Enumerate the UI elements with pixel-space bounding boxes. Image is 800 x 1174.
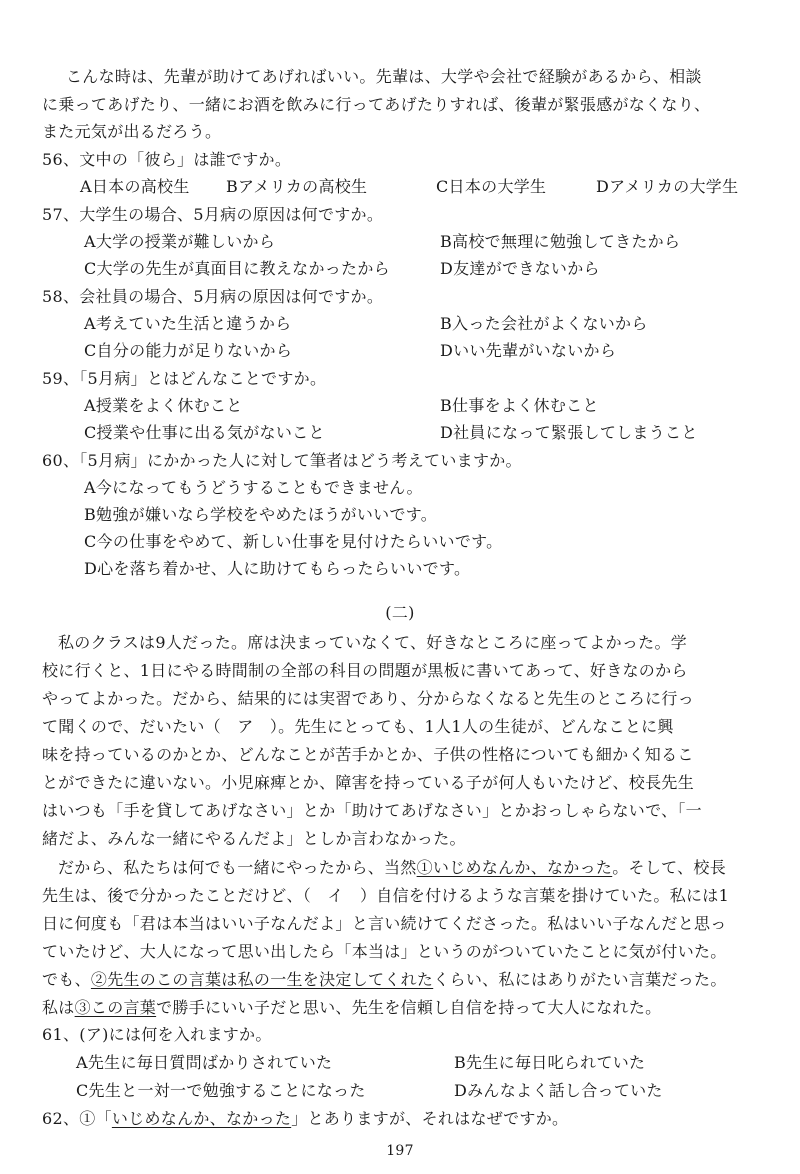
underlined-phrase-2: ②先生のこの言葉は私の一生を決定してくれた (90, 970, 434, 989)
para2-text: でも、 (42, 970, 91, 989)
q58-option-b: B入った会社がよくないから (440, 314, 648, 333)
q57-option-d: D友達ができないから (440, 259, 600, 278)
question-56: 56、文中の「彼ら」は誰ですか。 (42, 150, 292, 169)
passage2-line-4: て聞くので、だいたい（ ア ）。先生にとっても、1人1人の生徒が、どんなことに興 (42, 717, 674, 736)
q62-text: 62、①「 (42, 1109, 112, 1128)
para2-text: で勝手にいい子だと思い、先生を信頼し自信を持って大人になれた。 (156, 998, 662, 1017)
passage2-para2-line-5 (42, 969, 727, 991)
passage2-line-3: やってよかった。だから、結果的には実習であり、分からなくなると先生のところに行っ (42, 689, 695, 708)
q60-option-c: C今の仕事をやめて、新しい仕事を見付けたらいいです。 (84, 532, 503, 551)
q59-option-d: D社員になって緊張してしまうこと (440, 423, 698, 442)
question-60: 60、「5月病」にかかった人に対して筆者はどう考えていますか。 (42, 451, 522, 470)
q58-option-d: Dいい先輩がいないから (440, 341, 617, 360)
passage2-para2-line-6 (42, 997, 661, 1019)
q62-underlined-phrase: いじめなんか、なかった (111, 1109, 292, 1128)
q62-text: 」とありますが、それはなぜですか。 (291, 1109, 569, 1128)
q59-option-a: A授業をよく休むこと (84, 396, 243, 415)
underlined-phrase-1: ①いじめなんか、なかった (416, 858, 613, 877)
para2-text: くらい、私にはありがたい言葉だった。 (433, 970, 727, 989)
q60-option-d: D心を落ち着かせ、人に助けてもらったらいいです。 (84, 559, 471, 578)
para2-text: 。そして、校長 (612, 858, 726, 877)
passage2-line-8: 緒だよ、みんな一緒にやるんだよ」としか言わなかった。 (42, 829, 466, 848)
passage2-line-7: はいつも「手を貸してあげなさい」とか「助けてあげなさい」とかおっしゃらないで、「一 (42, 801, 702, 820)
question-57: 57、大学生の場合、5月病の原因は何ですか。 (42, 205, 384, 224)
q61-option-c: C先生と一対一で勉強することになった (76, 1081, 366, 1100)
para2-text: 私は (42, 998, 75, 1017)
q60-option-b: B勉強が嫌いなら学校をやめたほうがいいです。 (84, 505, 438, 524)
q56-option-b: Bアメリカの高校生 (226, 177, 368, 196)
q61-option-a: A先生に毎日質問ばかりされていた (76, 1053, 333, 1072)
passage2-para2-line-4: ていたけど、大人になって思い出したら「本当は」というのがついていたことに気が付いた。 (42, 942, 727, 961)
q58-option-c: C自分の能力が足りないから (84, 341, 293, 360)
passage2-line-1: 私のクラスは9人だった。席は決まっていなくて、好きなところに座ってよかった。学 (58, 633, 688, 652)
passage2-line-6: とができたに違いない。小児麻痺とか、障害を持っている子が何人もいたけど、校長先生 (42, 773, 695, 792)
question-59: 59、「5月病」とはどんなことですか。 (42, 369, 327, 388)
intro-line-3: また元気が出るだろう。 (42, 122, 222, 141)
question-58: 58、会社員の場合、5月病の原因は何ですか。 (42, 287, 384, 306)
intro-line-2: に乗ってあげたり、一緒にお酒を飲みに行ってあげたりすれば、後輩が緊張感がなくなり、 (42, 95, 711, 114)
intro-line-1: こんな時は、先輩が助けてあげればいい。先輩は、大学や会社で経験があるから、相談 (66, 67, 702, 86)
q56-option-a: A日本の高校生 (80, 177, 190, 196)
q58-option-a: A考えていた生活と違うから (84, 314, 292, 333)
passage2-para2-line-3: 日に何度も「君は本当はいい子なんだよ」と言い続けてくださった。私はいい子なんだと思っ (42, 914, 727, 933)
q59-option-c: C授業や仕事に出る気がないこと (84, 423, 325, 442)
q56-option-d: Dアメリカの大学生 (596, 177, 739, 196)
q57-option-a: A大学の授業が難しいから (84, 232, 276, 251)
section-2-title: (二) (385, 603, 415, 622)
underlined-phrase-3: ③この言葉 (74, 998, 157, 1017)
q56-option-c: C日本の大学生 (436, 177, 547, 196)
q57-option-b: B高校で無理に勉強してきたから (440, 232, 681, 251)
passage2-line-2: 校に行くと、1日にやる時間制の全部の科目の問題が黒板に書いてあって、好きなのから (42, 661, 688, 680)
page-number: 197 (386, 1143, 414, 1159)
q60-option-a: A今になってもうどうすることもできません。 (84, 478, 423, 497)
question-62 (42, 1108, 568, 1130)
question-61: 61、(ア)には何を入れますか。 (42, 1025, 272, 1044)
para2-text: だから、私たちは何でも一緒にやったから、当然 (58, 858, 417, 877)
passage2-para2-line-1 (58, 857, 726, 879)
q61-option-d: Dみんなよく話し合っていた (454, 1081, 663, 1100)
q59-option-b: B仕事をよく休むこと (440, 396, 599, 415)
passage2-line-5: 味を持っているのかとか、どんなことが苦手かとか、子供の性格についても細かく知るこ (42, 745, 694, 764)
q57-option-c: C大学の先生が真面目に教えなかったから (84, 259, 390, 278)
q61-option-b: B先生に毎日叱られていた (454, 1053, 646, 1072)
passage2-para2-line-2: 先生は、後で分かったことだけど、（ イ ）自信を付けるような言葉を掛けていた。私には1 (42, 886, 730, 905)
